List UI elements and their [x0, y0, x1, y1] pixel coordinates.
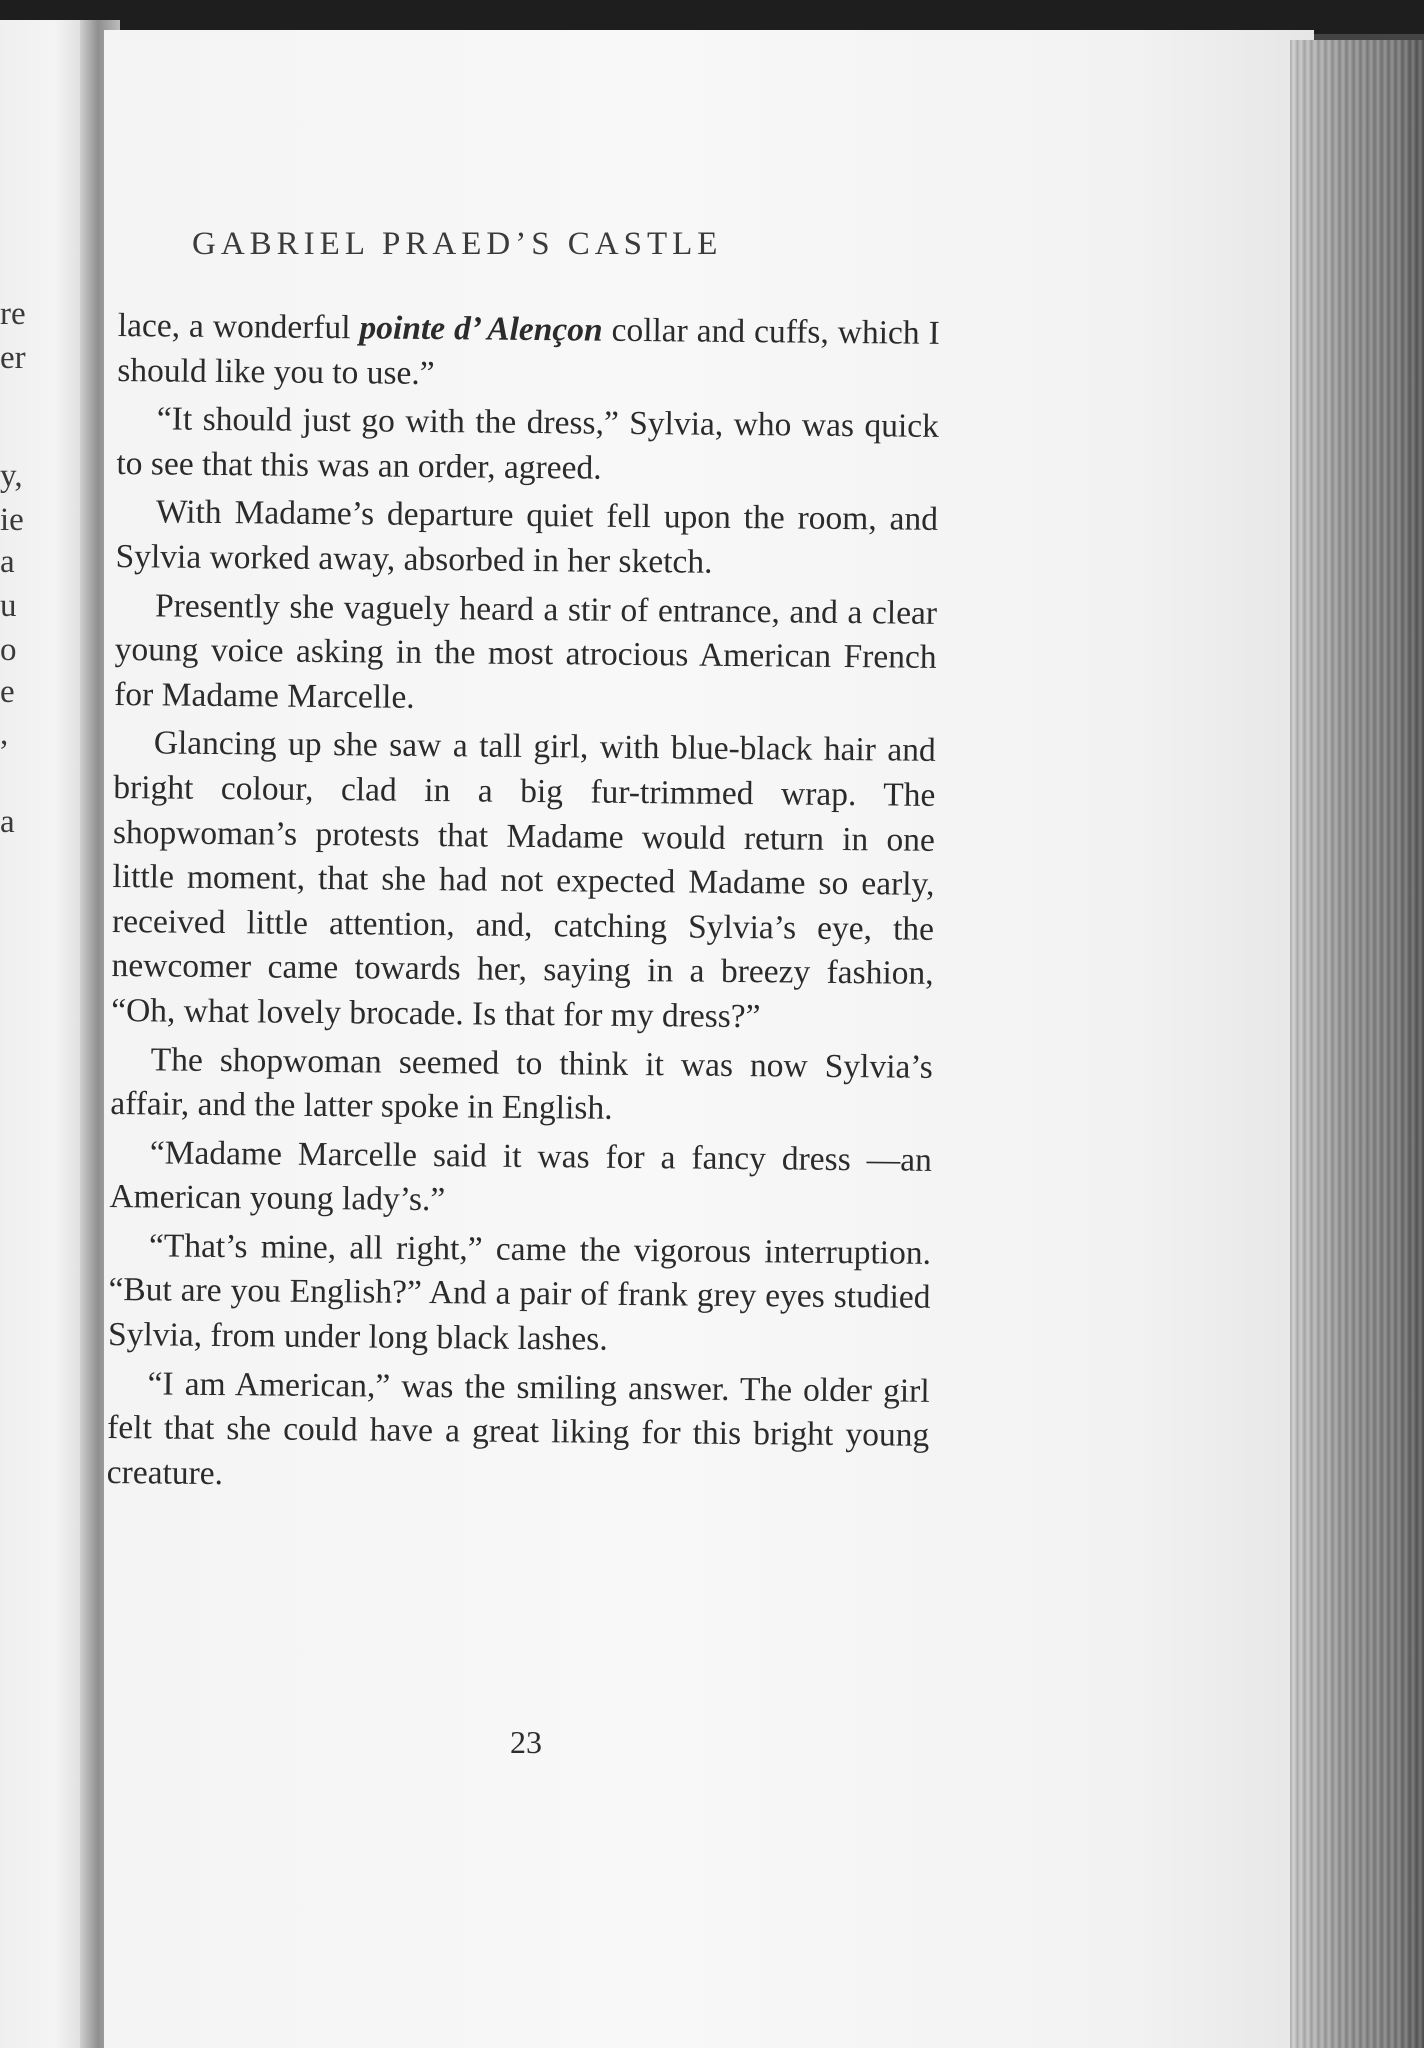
running-head: GABRIEL PRAED’S CASTLE — [192, 226, 723, 262]
previous-page-fragment: , — [0, 716, 9, 752]
book-page-edges — [1290, 40, 1424, 2048]
previous-page-fragment: y, — [0, 458, 23, 494]
paragraph — [117, 304, 940, 401]
previous-page-fragment: ie — [0, 502, 24, 538]
paragraph: “It should just go with the dress,” Sylvia, who was quick to see that this was an order, agreed. — [116, 400, 940, 487]
page-number: 23 — [510, 1724, 542, 1760]
previous-page-fragment: o — [0, 632, 17, 668]
background-top — [0, 0, 1424, 34]
previous-page — [0, 20, 92, 2048]
previous-page-fragment: a — [0, 544, 15, 580]
paragraph: “That’s mine, all right,” came the vigorous interruption. “But are you English?” And a pair of frank grey eyes studied Sylvia, from under long black lashes. — [107, 1227, 932, 1358]
paragraph: Presently she vaguely heard a stir of entrance, and a clear young voice asking in the most atrocious American French for Madame Marcelle. — [114, 586, 938, 716]
paragraph: With Madame’s departure quiet fell upon the room, and Sylvia worked away, absorbed in her sketch. — [115, 493, 939, 581]
paragraph-text: lace, a wonderful — [117, 306, 360, 347]
previous-page-fragment: a — [0, 804, 15, 840]
italic-phrase: pointe d’ Alençon — [359, 309, 603, 349]
paragraph: “I am American,” was the smiling answer. The older girl felt that she could have a great liking for this bright young creature. — [106, 1364, 930, 1492]
paragraph-text: collar and cuffs, which I should like you to use.” — [117, 311, 940, 392]
paragraph: “Madame Marcelle said it was for a fancy dress —an American young lady’s.” — [109, 1134, 932, 1219]
previous-page-fragment: re — [0, 296, 26, 332]
paragraph: The shopwoman seemed to think it was now Sylvia’s affair, and the latter spoke in English. — [110, 1040, 933, 1127]
paragraph: Glancing up she saw a tall girl, with blue-black hair and bright colour, clad in a big fur-trimmed wrap. The shopwoman’s protests that Madame would return in one little moment, that she had not expected Madame so early, received little attention, and, catching Sylvia’s eye, the newcomer came towards her, saying in a breezy fashion, “Oh, what lovely brocade. Is that for my dress?” — [111, 724, 936, 1036]
previous-page-fragment: u — [0, 588, 17, 624]
page-body — [107, 304, 940, 1507]
previous-page-fragment: e — [0, 674, 15, 710]
previous-page-fragment: er — [0, 340, 26, 376]
